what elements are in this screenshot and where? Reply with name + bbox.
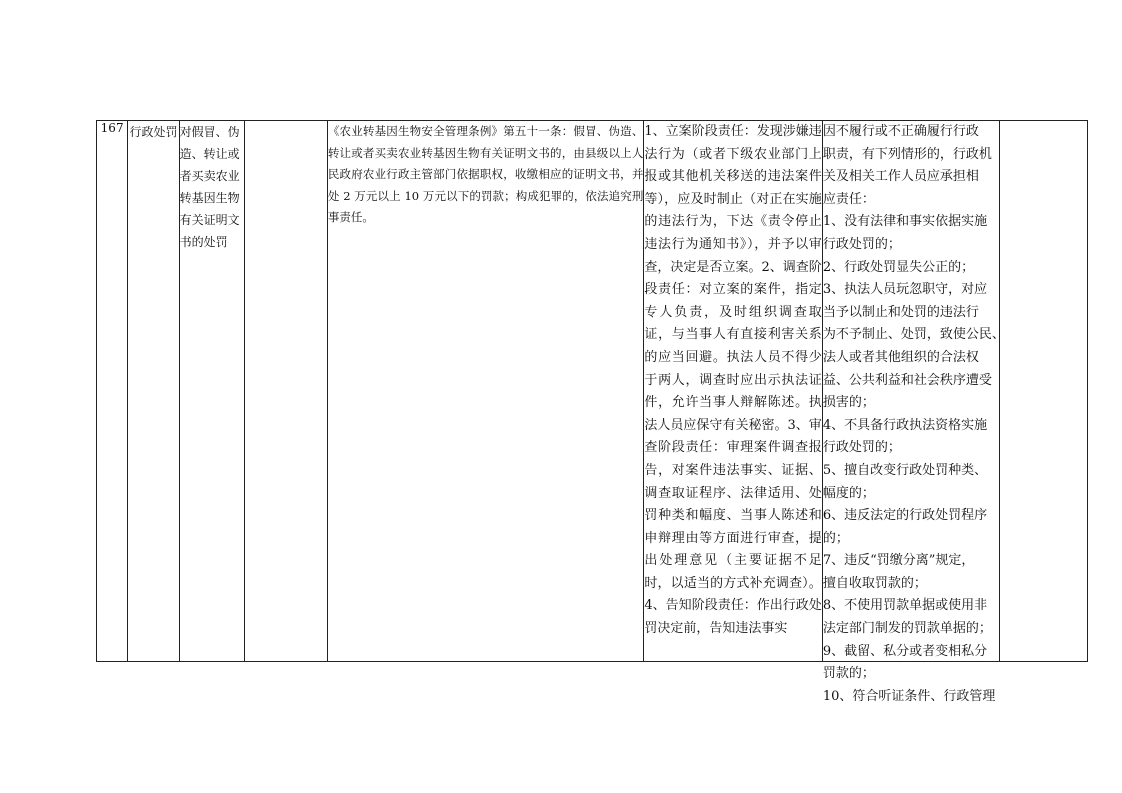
accountability-line: 10、符合听证条件、行政管理 <box>822 688 996 704</box>
accountability-line: 2、行政处罚显失公正的； <box>822 259 975 275</box>
accountability-line: 9、截留、私分或者变相私分 <box>822 643 988 659</box>
accountability-line: 职责，有下列情形的，行政机 <box>822 146 992 162</box>
accountability-text <box>822 121 1005 704</box>
accountability-line: 罚款的； <box>822 666 875 682</box>
authority-table <box>96 120 1088 704</box>
accountability-line: 因不履行或不正确履行行政 <box>822 124 979 139</box>
accountability-line: 法定部门制发的罚款单据的； <box>822 621 992 637</box>
power-type: 行政处罚 <box>128 121 179 662</box>
power-name: 对假冒、伪造、转让或者买卖农业转基因生物有关证明文书的处罚 <box>179 121 245 662</box>
accountability-line: 1、没有法律和事实依据实施 <box>822 214 988 230</box>
table-row <box>97 121 1088 662</box>
item-number: 167 <box>97 121 128 662</box>
accountability-line: 法人或者其他组织的合法权 <box>822 349 979 365</box>
accountability-line: 应责任： <box>822 191 875 207</box>
accountability-line: 行政处罚的； <box>822 236 901 252</box>
accountability-line: 的； <box>822 530 849 546</box>
accountability-line: 为不予制止、处罚，致使公民、 <box>822 327 1005 343</box>
accountability-line: 当予以制止和处罚的违法行 <box>822 304 979 320</box>
accountability-line: 关及相关工作人员应承担相 <box>822 169 979 185</box>
accountability-line: 7、违反“罚缴分离”规定， <box>822 553 975 569</box>
empty-cell <box>1000 121 1088 662</box>
accountability-line: 3、执法人员玩忽职守，对应 <box>822 282 988 298</box>
accountability-line: 8、不使用罚款单据或使用非 <box>822 598 988 614</box>
responsibility-text <box>644 121 822 662</box>
accountability-line: 损害的； <box>822 395 875 411</box>
empty-cell <box>245 121 328 662</box>
responsibility-content: 1、立案阶段责任：发现涉嫌违法行为（或者下级农业部门上报或其他机关移送的违法案件等），应及时制止（对正在实施的违法行为，下达《责令停止违法行为通知书》），并予以审查，决定是否立案。2、调查阶段责任：对立案的案件，指定专人负责，及时组织调查取证，与当事人有直接利害关系的应当回避。执法人员不得少于两人，调查时应出示执法证件，允许当事人辩解陈述。执法人员应保守有关秘密。3、审查阶段责任：审理案件调查报告，对案件违法事实、证据、调查取证程序、法律适用、处罚种类和幅度、当事人陈述和申辩理由等方面进行审查，提出处理意见（主要证据不足时，以适当的方式补充调查）。4、告知阶段责任：作出行政处罚决定前，告知违法事实 <box>644 124 822 637</box>
legal-basis: 《农业转基因生物安全管理条例》第五十一条：假冒、伪造、转让或者买卖农业转基因生物有关证明文书的，由县级以上人民政府农业行政主管部门依据职权，收缴相应的证明文书，并处 2 万元以上 10 万元以下的罚款；构成犯罪的，依法追究刑事责任。 <box>327 121 644 662</box>
accountability-line: 6、违反法定的行政处罚程序 <box>822 508 988 524</box>
accountability-content <box>822 121 1005 704</box>
accountability-line: 行政处罚的； <box>822 440 901 456</box>
accountability-line: 益、公共利益和社会秩序遭受 <box>822 372 992 388</box>
accountability-line: 擅自收取罚款的； <box>822 575 927 591</box>
accountability-line: 幅度的； <box>822 485 875 501</box>
accountability-line: 5、擅自改变行政处罚种类、 <box>822 462 988 478</box>
accountability-line: 4、不具备行政执法资格实施 <box>822 417 988 433</box>
